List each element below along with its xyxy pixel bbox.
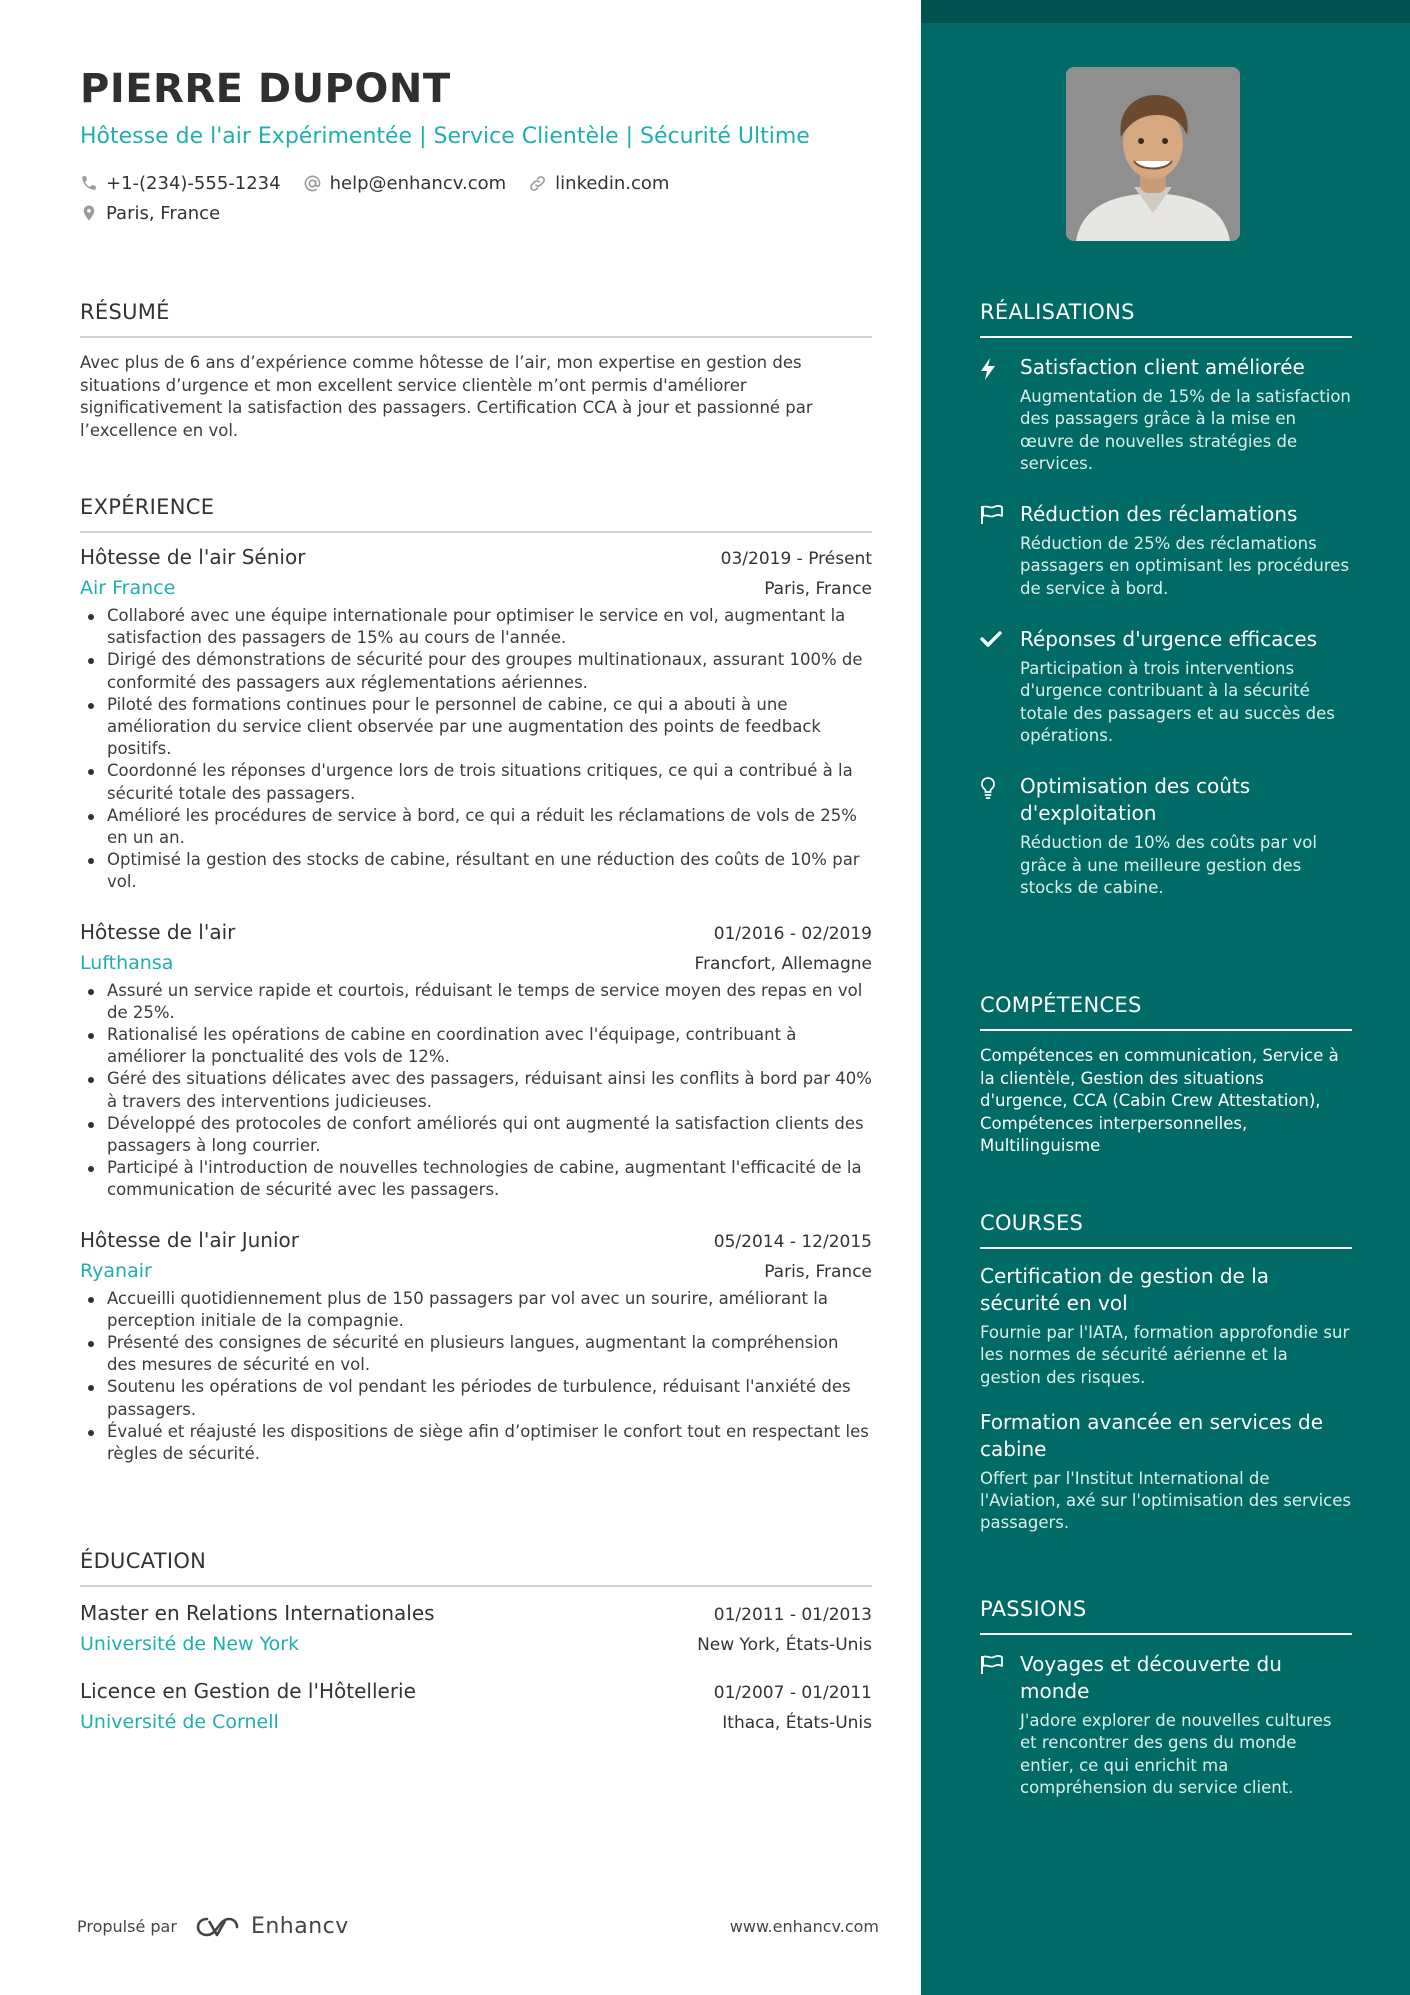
job-dates: 05/2014 - 12/2015 bbox=[713, 1231, 872, 1252]
location-text: Paris, France bbox=[106, 202, 221, 224]
achievement-desc: Réduction de 10% des coûts par vol grâce à une meilleure gestion des stocks de cabine. bbox=[1020, 833, 1317, 897]
passion-item bbox=[980, 1651, 1352, 1799]
check-icon bbox=[980, 630, 1002, 648]
bullet-item: Assuré un service rapide et courtois, réduisant le temps de service moyen des repas en vol de 25%. bbox=[80, 980, 872, 1024]
achievements-title: RÉALISATIONS bbox=[980, 300, 1352, 338]
achievement-item bbox=[980, 501, 1352, 600]
linkedin-text: linkedin.com bbox=[555, 172, 670, 194]
course-title: Certification de gestion de la sécurité en vol bbox=[980, 1264, 1270, 1315]
school-name: Université de Cornell bbox=[80, 1711, 279, 1733]
job-bullets bbox=[80, 980, 872, 1202]
passion-title: Voyages et découverte du monde bbox=[1020, 1652, 1282, 1703]
bullet-item: Géré des situations délicates avec des passagers, réduisant ainsi les conflits à bord par 40% à travers des interventions judicieuses. bbox=[80, 1068, 872, 1112]
education-dates: 01/2007 - 01/2011 bbox=[713, 1683, 872, 1703]
brand-logo[interactable] bbox=[195, 1914, 349, 1939]
email-contact[interactable] bbox=[303, 173, 507, 194]
profile-photo bbox=[1066, 67, 1240, 241]
summary-text: Avec plus de 6 ans d’expérience comme hôtesse de l’air, mon expertise en gestion des situations d’urgence et mon excellent service clientèle m’ont permis d'améliorer significativement la satisfaction des passagers. Certification CCA à jour et passionné par l’excellence en vol. bbox=[80, 353, 813, 440]
summary-section bbox=[80, 300, 872, 442]
courses-title: COURSES bbox=[980, 1211, 1352, 1249]
link-icon bbox=[528, 174, 547, 193]
bullet-item: Évalué et réajusté les dispositions de siège afin d’optimiser le confort tout en respectant les règles de sécurité. bbox=[80, 1421, 872, 1465]
bullet-item: Rationalisé les opérations de cabine en coordination avec l'équipage, contribuant à améliorer la ponctualité des vols de 12%. bbox=[80, 1024, 872, 1068]
bullet-item: Soutenu les opérations de vol pendant les périodes de turbulence, réduisant l'anxiété des passagers. bbox=[80, 1376, 872, 1420]
school-location: New York, États-Unis bbox=[697, 1635, 872, 1655]
course-item bbox=[980, 1409, 1352, 1535]
achievement-desc: Participation à trois interventions d'urgence contribuant à la sécurité totale des passagers et au succès des opérations. bbox=[1020, 659, 1335, 745]
job-location: Paris, France bbox=[764, 1261, 872, 1282]
flag-icon bbox=[980, 1655, 1004, 1675]
degree-title: Master en Relations Internationales bbox=[80, 1601, 435, 1625]
candidate-name: PIERRE DUPONT bbox=[80, 66, 451, 112]
powered-by bbox=[77, 1914, 349, 1939]
course-item bbox=[980, 1263, 1352, 1389]
course-title: Formation avancée en services de cabine bbox=[980, 1409, 1324, 1461]
portrait-illustration bbox=[1066, 67, 1240, 241]
courses-section bbox=[980, 1211, 1352, 1535]
phone-icon bbox=[80, 174, 98, 192]
skills-title: COMPÉTENCES bbox=[980, 993, 1352, 1031]
job-title: Hôtesse de l'air Sénior bbox=[80, 545, 306, 569]
achievement-desc: Augmentation de 15% de la satisfaction des passagers grâce à la mise en œuvre de nouvelles stratégies de services. bbox=[1020, 387, 1351, 473]
company-name: Air France bbox=[80, 577, 176, 599]
job-location: Francfort, Allemagne bbox=[694, 953, 872, 974]
bullet-item: Optimisé la gestion des stocks de cabine, résultant en une réduction des coûts de 10% par vol. bbox=[80, 849, 872, 893]
location-pin-icon bbox=[80, 203, 98, 223]
job-dates: 01/2016 - 02/2019 bbox=[713, 923, 872, 944]
school-name: Université de New York bbox=[80, 1633, 300, 1655]
bolt-icon bbox=[980, 358, 996, 380]
job-dates: 03/2019 - Présent bbox=[720, 549, 872, 569]
lightbulb-icon bbox=[980, 777, 996, 799]
flag-icon bbox=[980, 505, 1004, 525]
passion-desc: J'adore explorer de nouvelles cultures et rencontrer des gens du monde entier, ce qui enrichit ma compréhension du service client. bbox=[1020, 1711, 1332, 1797]
school-location: Ithaca, États-Unis bbox=[722, 1713, 872, 1733]
course-desc: Offert par l'Institut International de l'Aviation, axé sur l'optimisation des services passagers. bbox=[980, 1468, 1351, 1533]
job-bullets bbox=[80, 605, 872, 894]
education-dates: 01/2011 - 01/2013 bbox=[713, 1605, 872, 1625]
passions-section bbox=[980, 1597, 1352, 1799]
bullet-item: Accueilli quotidiennement plus de 150 passagers par vol avec un sourire, améliorant la perception initiale de la compagnie. bbox=[80, 1288, 872, 1332]
skills-text: Compétences en communication, Service à la clientèle, Gestion des situations d'urgence, CCA (Cabin Crew Attestation), Compétences interpersonnelles, Multilinguisme bbox=[980, 1046, 1339, 1155]
achievements-section bbox=[980, 300, 1352, 899]
bullet-item: Développé des protocoles de confort améliorés qui ont augmenté la satisfaction clients des passagers à long courrier. bbox=[80, 1113, 872, 1157]
job-entry bbox=[80, 545, 872, 894]
bullet-item: Amélioré les procédures de service à bord, ce qui a réduit les réclamations de vols de 25% en un an. bbox=[80, 805, 872, 849]
skills-section bbox=[980, 993, 1352, 1158]
linkedin-contact[interactable] bbox=[528, 173, 669, 194]
enhancv-logo-icon bbox=[195, 1915, 241, 1939]
email-text: help@enhancv.com bbox=[329, 172, 507, 194]
achievement-title: Réduction des réclamations bbox=[1020, 502, 1298, 527]
passions-title: PASSIONS bbox=[980, 1597, 1352, 1635]
achievement-title: Optimisation des coûts d'exploitation bbox=[1020, 774, 1251, 826]
phone-text: +1-(234)-555-1234 bbox=[106, 172, 281, 194]
achievement-desc: Réduction de 25% des réclamations passagers en optimisant les procédures de service à bord. bbox=[1020, 534, 1350, 598]
bullet-item: Dirigé des démonstrations de sécurité pour des groupes multinationaux, assurant 100% de conformité des passagers aux réglementations aériennes. bbox=[80, 649, 872, 693]
degree-title: Licence en Gestion de l'Hôtellerie bbox=[80, 1679, 416, 1703]
achievement-title: Réponses d'urgence efficaces bbox=[1020, 627, 1318, 652]
education-section bbox=[80, 1549, 872, 1733]
website-link[interactable]: www.enhancv.com bbox=[729, 1917, 879, 1936]
footer bbox=[77, 1914, 879, 1939]
sidebar bbox=[921, 0, 1410, 1995]
job-title: Hôtesse de l'air bbox=[80, 919, 236, 944]
brand-name: Enhancv bbox=[250, 1914, 349, 1939]
job-title: Hôtesse de l'air Junior bbox=[80, 1227, 299, 1252]
education-title: ÉDUCATION bbox=[80, 1549, 872, 1587]
powered-label: Propulsé par bbox=[77, 1917, 177, 1936]
education-entry bbox=[80, 1679, 872, 1733]
course-desc: Fournie par l'IATA, formation approfondie sur les normes de sécurité aérienne et la gestion des risques. bbox=[980, 1323, 1350, 1387]
summary-title: RÉSUMÉ bbox=[80, 300, 872, 338]
job-bullets bbox=[80, 1288, 872, 1466]
contact-info bbox=[80, 170, 691, 230]
bullet-item: Collaboré avec une équipe internationale pour optimiser le service en vol, augmentant la satisfaction des passagers de 15% au cours de l'année. bbox=[80, 605, 872, 649]
education-entry bbox=[80, 1601, 872, 1655]
job-location: Paris, France bbox=[764, 579, 872, 599]
achievement-title: Satisfaction client améliorée bbox=[1020, 355, 1305, 379]
sidebar-top-bar bbox=[921, 0, 1410, 23]
bullet-item: Coordonné les réponses d'urgence lors de trois situations critiques, ce qui a contribué à la sécurité totale des passagers. bbox=[80, 760, 872, 804]
achievement-item bbox=[980, 626, 1352, 747]
job-entry bbox=[80, 920, 872, 1202]
job-entry bbox=[80, 1228, 872, 1466]
location-contact bbox=[80, 203, 220, 224]
at-icon bbox=[303, 174, 322, 193]
headline: Hôtesse de l'air Expérimentée | Service Clientèle | Sécurité Ultime bbox=[80, 124, 810, 149]
phone-contact[interactable] bbox=[80, 173, 281, 194]
bullet-item: Présenté des consignes de sécurité en plusieurs langues, augmentant la compréhension des mesures de sécurité en vol. bbox=[80, 1332, 872, 1376]
experience-title: EXPÉRIENCE bbox=[80, 495, 872, 533]
experience-section bbox=[80, 495, 872, 1465]
bullet-item: Piloté des formations continues pour le personnel de cabine, ce qui a abouti à une amélioration du service client observée par une augmentation des points de feedback positifs. bbox=[80, 694, 872, 761]
company-name: Lufthansa bbox=[80, 951, 174, 974]
achievement-item bbox=[980, 773, 1352, 899]
achievement-item bbox=[980, 354, 1352, 475]
bullet-item: Participé à l'introduction de nouvelles technologies de cabine, augmentant l'efficacité de la communication de sécurité avec les passagers. bbox=[80, 1157, 872, 1201]
company-name: Ryanair bbox=[80, 1259, 152, 1282]
